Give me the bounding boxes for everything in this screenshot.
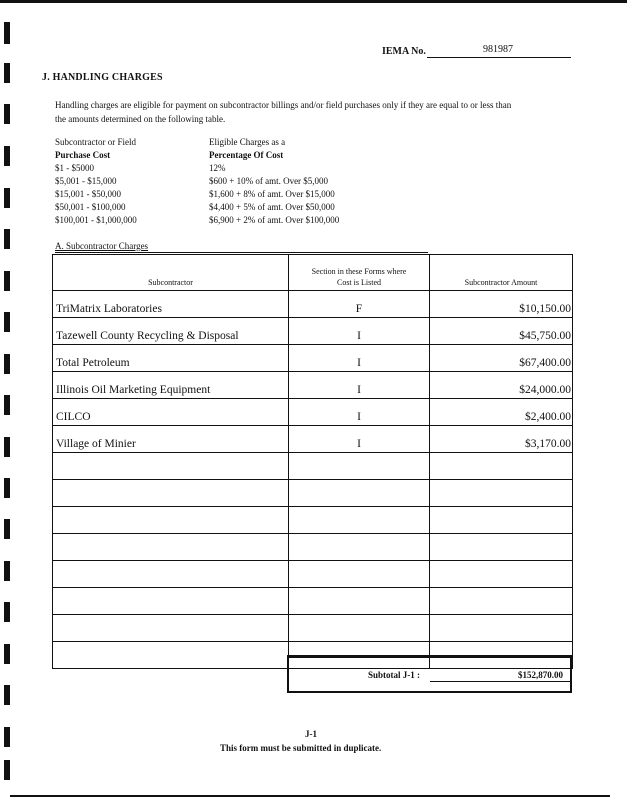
table-row	[53, 399, 573, 426]
rate-range: $100,001 - $1,000,000	[55, 215, 137, 225]
rate-row	[55, 214, 339, 227]
rate-range: $1 - $5000	[55, 163, 94, 173]
binding-mark	[4, 727, 10, 747]
empty-row	[53, 534, 573, 561]
top-border	[0, 0, 627, 3]
subcontractor-heading: A. Subcontractor Charges	[55, 241, 149, 251]
binding-mark	[4, 395, 10, 415]
rate-range: $15,001 - $50,000	[55, 189, 121, 199]
binding-mark	[4, 602, 10, 622]
binding-mark	[4, 519, 10, 539]
subcontractor-name: Total Petroleum	[53, 345, 289, 372]
empty-row	[53, 561, 573, 588]
empty-row	[53, 588, 573, 615]
empty-row	[53, 453, 573, 480]
subcontractor-amount: $67,400.00	[430, 345, 573, 372]
col-header-section	[289, 255, 430, 291]
table-row	[53, 318, 573, 345]
section-title: J. HANDLING CHARGES	[42, 72, 163, 83]
table-row	[53, 426, 573, 453]
col-header-section-line2: Cost is Listed	[336, 278, 381, 287]
binding-mark	[4, 354, 10, 374]
binding-mark	[4, 229, 10, 249]
subcontractor-table	[52, 254, 573, 669]
binding-mark	[4, 146, 10, 166]
subcontractor-amount: $10,150.00	[430, 291, 573, 318]
rate-row	[55, 201, 339, 214]
table-row	[53, 372, 573, 399]
section-code: I	[289, 399, 430, 426]
subcontractor-heading-rule	[55, 252, 428, 253]
table-header-row	[53, 255, 573, 291]
section-code: I	[289, 372, 430, 399]
col-header-subcontractor: Subcontractor	[53, 255, 289, 291]
subtotal-underline	[430, 681, 571, 682]
subcontractor-amount: $24,000.00	[430, 372, 573, 399]
rate-col1-header: Purchase Cost	[55, 150, 111, 160]
binding-mark	[4, 271, 10, 291]
binding-mark	[4, 685, 10, 705]
subcontractor-amount: $45,750.00	[430, 318, 573, 345]
footer-note: This form must be submitted in duplicate.	[220, 743, 382, 753]
rate-charge: $4,400 + 5% of amt. Over $50,000	[209, 202, 335, 212]
binding-mark	[4, 22, 10, 44]
subcontractor-name: TriMatrix Laboratories	[53, 291, 289, 318]
subcontractor-name: CILCO	[53, 399, 289, 426]
binding-mark	[4, 63, 10, 83]
rate-charge: 12%	[209, 163, 226, 173]
section-code: F	[289, 291, 430, 318]
iema-number-label: IEMA No.	[382, 46, 426, 57]
table-row	[53, 345, 573, 372]
rate-col2-header: Eligible Charges as a	[209, 137, 286, 147]
subcontractor-name: Illinois Oil Marketing Equipment	[53, 372, 289, 399]
col-header-amount: Subcontractor Amount	[430, 255, 573, 291]
bottom-border	[10, 795, 610, 797]
subcontractor-amount: $3,170.00	[430, 426, 573, 453]
subcontractor-amount: $2,400.00	[430, 399, 573, 426]
rate-row	[55, 188, 339, 201]
iema-number-value: 981987	[483, 44, 513, 55]
rate-charge: $600 + 10% of amt. Over $5,000	[209, 176, 329, 186]
table-row	[53, 291, 573, 318]
rate-charge: $6,900 + 2% of amt. Over $100,000	[209, 215, 340, 225]
binding-mark	[4, 561, 10, 581]
binding-mark	[4, 760, 10, 780]
subtotal-label: Subtotal J-1 :	[368, 670, 421, 680]
page-number: J-1	[305, 729, 317, 739]
empty-row	[53, 480, 573, 507]
rate-table	[55, 136, 339, 227]
rate-row	[55, 175, 339, 188]
subcontractor-name: Village of Minier	[53, 426, 289, 453]
rate-range: $5,001 - $15,000	[55, 176, 117, 186]
subtotal-value: $152,870.00	[518, 670, 563, 680]
binding-mark	[4, 437, 10, 457]
rate-col1-header: Subcontractor or Field	[55, 137, 136, 147]
binding-mark	[4, 312, 10, 332]
binding-mark	[4, 644, 10, 664]
col-header-section-line1: Section in these Forms where	[311, 267, 407, 276]
section-code: I	[289, 426, 430, 453]
binding-mark	[4, 478, 10, 498]
rate-col2-header: Percentage Of Cost	[209, 150, 284, 160]
subcontractor-name: Tazewell County Recycling & Disposal	[53, 318, 289, 345]
binding-mark	[4, 188, 10, 208]
rate-charge: $1,600 + 8% of amt. Over $15,000	[209, 189, 335, 199]
binding-mark	[4, 104, 10, 124]
intro-paragraph: Handling charges are eligible for payment on subcontractor billings and/or field purchases only if they are equal to or less than the amounts determined on the following table.	[55, 100, 512, 124]
rate-row	[55, 162, 339, 175]
section-code: I	[289, 318, 430, 345]
rate-range: $50,001 - $100,000	[55, 202, 126, 212]
empty-row	[53, 615, 573, 642]
empty-row	[53, 507, 573, 534]
section-code: I	[289, 345, 430, 372]
iema-number-underline	[427, 57, 571, 58]
